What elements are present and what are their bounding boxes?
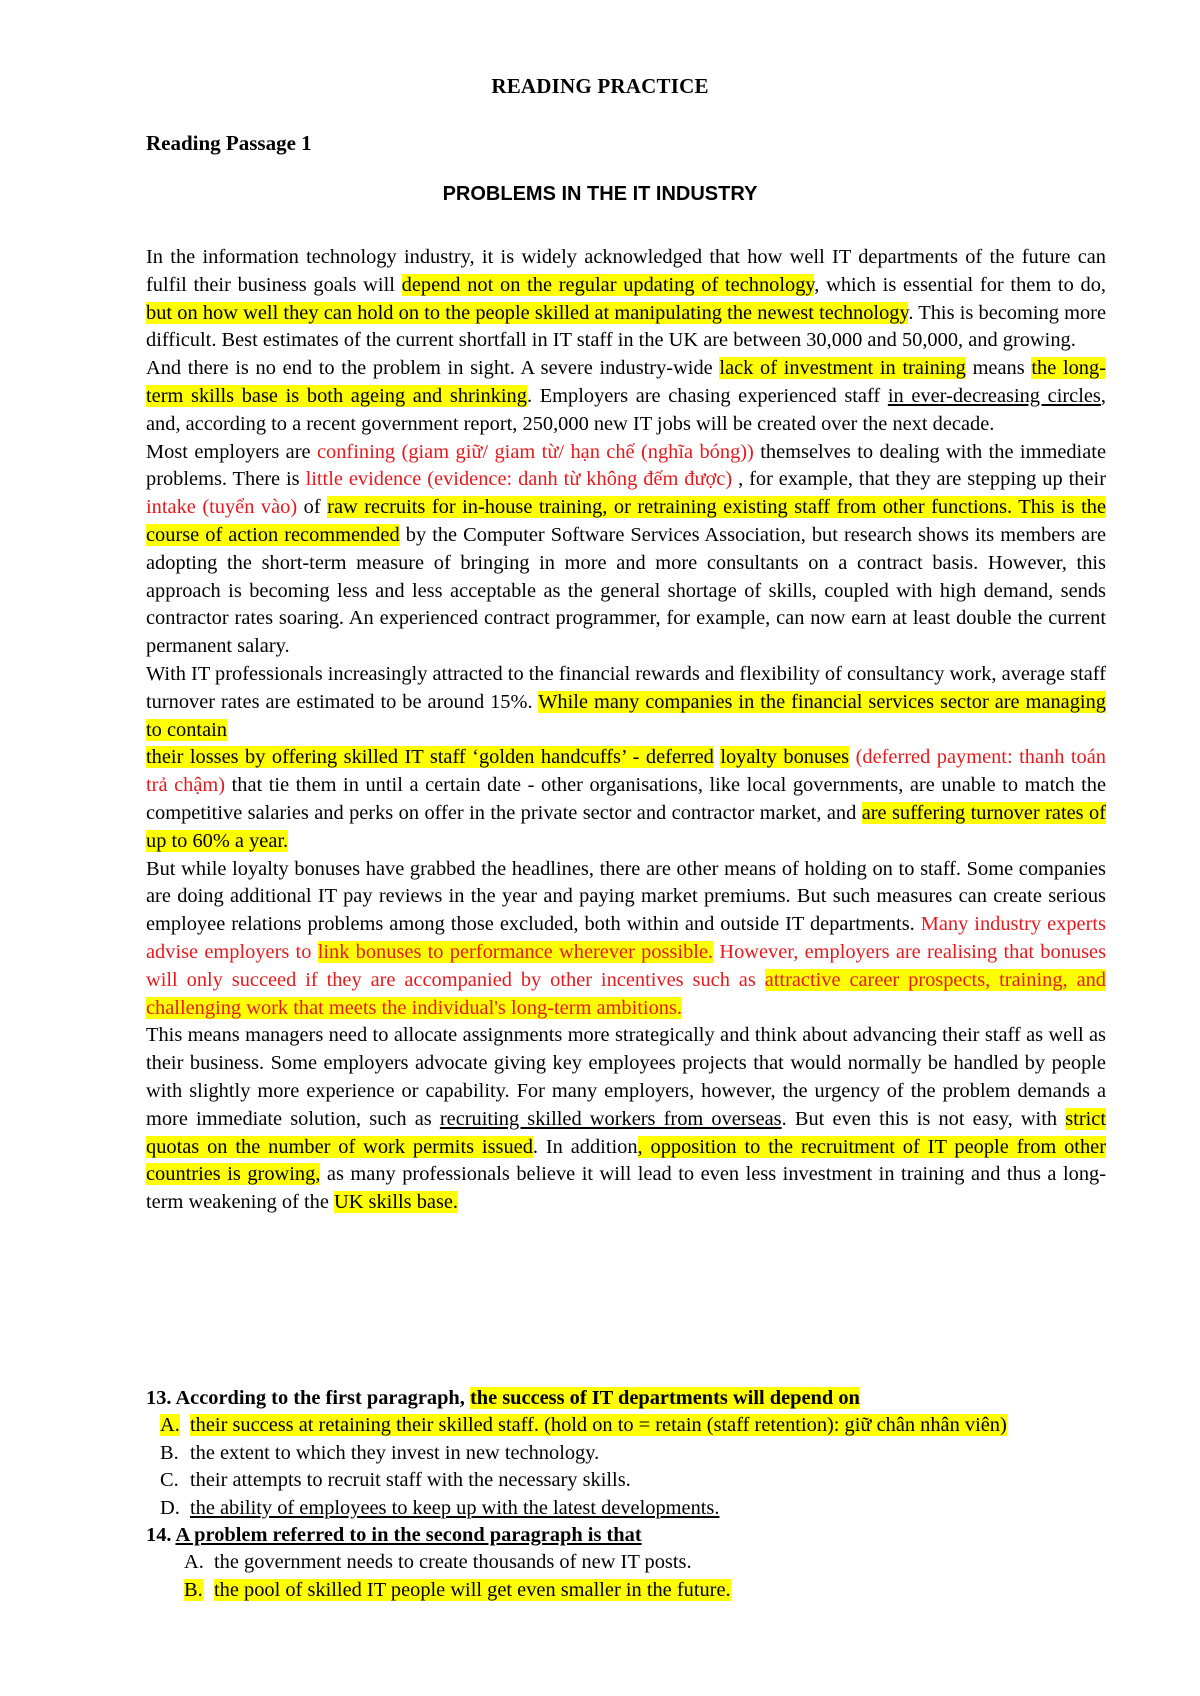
option-letter: A. (184, 1551, 204, 1574)
reading-passage (146, 244, 1106, 1217)
highlight: strict quotas on the number of work permits issued (146, 1107, 1106, 1158)
text: But while loyalty bonuses have grabbed the headlines, there are other means of holding on to staff. Some companies are doing additional IT pay reviews in the year and paying market premiums. But such measures can create serious employee relations problems among those excluded, both within and outside IT departments. (146, 857, 1106, 936)
highlight: While many companies in the financial services sector are managing to contain (146, 690, 1106, 741)
highlight: lack of investment in training (719, 357, 966, 380)
question-14-underlined: A problem referred to in the second paragraph is that (175, 1524, 642, 1547)
text: themselves to dealing with the immediate problems. There is (146, 440, 1106, 491)
question-13-stem (146, 1385, 1106, 1412)
option-text: the ability of employees to keep up with the latest developments. (190, 1496, 720, 1519)
question-13-number: 13. According to the first paragraph, (146, 1387, 470, 1409)
question-14-stem (146, 1522, 1106, 1549)
text: . In addition (532, 1135, 638, 1158)
text: , and, according to a recent government report, 250,000 new IT jobs will be created over the next decade. (146, 384, 1106, 435)
option-14-b[interactable] (146, 1577, 1106, 1604)
highlight: but on how well they can hold on to the people skilled at manipulating the newest technology (146, 301, 909, 324)
highlight: UK skills base. (333, 1191, 459, 1214)
text: With IT professionals increasingly attracted to the financial rewards and flexibility of consultancy work, average staff turnover rates are estimated to be around 15%. (146, 662, 1106, 713)
paragraph-6 (146, 1022, 1106, 1217)
question-13-options (146, 1412, 1106, 1522)
passage-label: Reading Passage 1 (146, 131, 312, 155)
option-text: the government needs to create thousands of new IT posts. (214, 1551, 692, 1574)
underlined-text: in ever-decreasing circles (887, 384, 1101, 407)
text: , which is essential for them to do, (814, 273, 1106, 296)
text: as many professionals believe it will lead to even less investment in training and thus a long-term weakening of the (146, 1163, 1106, 1214)
highlight: loyalty bonuses (720, 746, 850, 769)
question-section (146, 1385, 1106, 1604)
text: . This is becoming more difficult. Best estimates of the current shortfall in IT staff in the UK are between 30,000 and 50,000, and growing. (146, 301, 1106, 352)
highlight: raw recruits for in-house training, or retraining existing staff from other functions. This is the course of action recommended (146, 496, 1107, 546)
text: Most employers are (146, 440, 317, 463)
question-14-number: 14. (146, 1524, 176, 1547)
text: And there is no end to the problem in sight. A severe industry-wide (146, 357, 720, 380)
annotation: intake (tuyển vào) (146, 496, 298, 519)
text: means (965, 357, 1032, 380)
text: , for example, that they are stepping up their (732, 468, 1106, 491)
text: that tie them in until a certain date - other organisations, like local governments, are unable to match the competitive salaries and perks on offer in the private sector and contractor market, and (146, 774, 1106, 824)
highlight: depend not on the regular updating of technology (401, 273, 815, 296)
highlight: the long-term skills base is both ageing and shrinking (146, 357, 1106, 407)
option-text: the pool of skilled IT people will get even smaller in the future. (214, 1578, 731, 1601)
option-letter: B. (160, 1441, 179, 1464)
option-text: their attempts to recruit staff with the necessary skills. (190, 1469, 631, 1492)
paragraph-1 (146, 244, 1106, 355)
option-13-b[interactable] (146, 1440, 1106, 1467)
option-letter: C. (160, 1469, 179, 1492)
underlined-text: recruiting skilled workers from overseas (439, 1107, 782, 1130)
highlight: are suffering turnover rates of up to 60% a year. (146, 801, 1107, 852)
text: In the information technology industry, it is widely acknowledged that how well IT departments of the future can fulfil their business goals will (146, 246, 1106, 296)
highlight: , opposition to the recruitment of IT people from other countries is growing, (146, 1135, 1107, 1186)
option-13-a[interactable] (146, 1412, 1106, 1439)
option-14-a[interactable] (146, 1549, 1106, 1576)
annotation: confining (giam giữ/ giam từ/ hạn chế (nghĩa bóng)) (316, 440, 754, 463)
option-letter: D. (160, 1496, 180, 1519)
option-text: the extent to which they invest in new technology. (190, 1441, 600, 1464)
paragraph-3 (146, 439, 1106, 661)
text: This means managers need to allocate assignments more strategically and think about advancing their staff as well as their business. Some employers advocate giving key employees projects that would normally be handled by people with slightly more experience or capability. For many employers, however, the urgency of the problem demands a more immediate solution, such as (146, 1024, 1106, 1130)
annotation-highlight: attractive career prospects, training, and challenging work that meets the individual's long-term ambitions. (146, 968, 1107, 1019)
text: of (297, 496, 328, 519)
annotation: However, employers are realising that bonuses will only succeed if they are accompanied by other incentives such as (146, 940, 1107, 991)
option-13-d[interactable] (146, 1495, 1106, 1522)
option-text: their success at retaining their skilled staff. (hold on to = retain (staff retention): giữ chân nhân viên) (190, 1414, 1007, 1437)
annotation-highlight: link bonuses to performance wherever possible. (317, 940, 714, 963)
option-13-c[interactable] (146, 1467, 1106, 1494)
paragraph-2 (146, 355, 1106, 438)
question-14-options (146, 1549, 1106, 1604)
text: by the Computer Software Services Association, but research shows its members are adopting the short-term measure of bringing in more and more consultants on a contract basis. However, this approach is becoming less and less acceptable as the general shortage of skills, coupled with high demand, sends contractor rates soaring. An experienced contract programmer, for example, can now earn at least double the current permanent salary. (146, 523, 1106, 658)
option-letter: A. (160, 1414, 180, 1437)
text: . Employers are chasing experienced staff (526, 384, 888, 407)
highlight: their losses by offering skilled IT staff ‘golden handcuffs’ - deferred (146, 746, 714, 769)
paragraph-5 (146, 856, 1106, 1023)
annotation: little evidence (evidence: danh từ không đếm được) (305, 468, 733, 491)
text: . But even this is not easy, with (781, 1107, 1066, 1130)
passage-title: PROBLEMS IN THE IT INDUSTRY (442, 183, 758, 205)
paragraph-4 (146, 661, 1106, 856)
annotation: Many industry experts advise employers to (146, 913, 1106, 963)
question-13-highlight: the success of IT departments will depend on (469, 1387, 860, 1409)
document-title: READING PRACTICE (491, 74, 709, 98)
annotation: (deferred payment: thanh toán trả chậm) (146, 746, 1106, 797)
option-letter: B. (184, 1578, 203, 1601)
